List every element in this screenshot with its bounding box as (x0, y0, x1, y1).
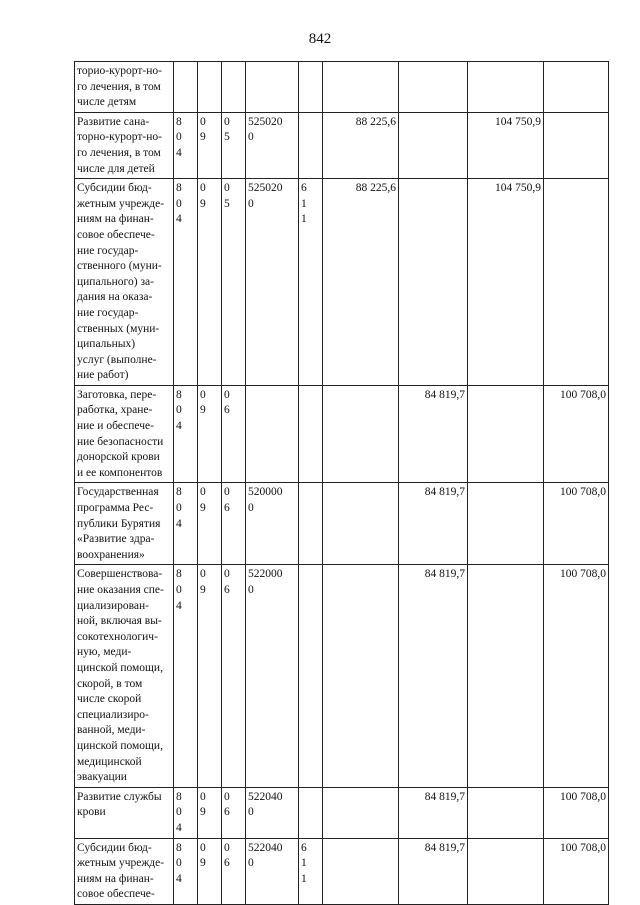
amount-col-1-cell (323, 62, 399, 113)
amount-col-2-cell: 84 819,7 (399, 565, 468, 787)
section-code-cell: 0 9 (198, 838, 222, 904)
amount-col-4-cell (544, 179, 609, 386)
target-article-cell: 520000 0 (246, 483, 299, 565)
amount-col-3-cell (468, 483, 544, 565)
section-code-cell: 0 9 (198, 787, 222, 838)
amount-col-1-cell (323, 838, 399, 904)
section-code-cell (198, 62, 222, 113)
expense-type-cell: 6 1 1 (299, 838, 323, 904)
row-name-cell: Субсидии бюд- жетным учрежде- ниям на финан- совое обеспече- ние государ- ственного (муни- ципального) за- дания на оказа- ние государ- ственных (муни- ципальных) услуг (выполне- ние работ) (75, 179, 174, 386)
amount-col-3-cell (468, 385, 544, 483)
target-article-cell: 525020 0 (246, 179, 299, 386)
section-code-cell: 0 9 (198, 385, 222, 483)
table-row (75, 565, 609, 787)
expense-type-cell (299, 483, 323, 565)
table-row (75, 787, 609, 838)
row-name-cell: Совершенствова- ние оказания спе- циализирован- ной, включая вы- сокотехнологич- ную, меди- цинской помощи, скорой, в том числе скорой специализиро- ванной, меди- цинской помощи, медицинской эвакуации (75, 565, 174, 787)
amount-col-2-cell (399, 62, 468, 113)
target-article-cell: 522000 0 (246, 565, 299, 787)
subsection-code-cell (222, 62, 246, 113)
target-article-cell: 525020 0 (246, 112, 299, 178)
table-row (75, 112, 609, 178)
amount-col-2-cell (399, 179, 468, 386)
target-article-cell: 522040 0 (246, 838, 299, 904)
amount-col-4-cell: 100 708,0 (544, 565, 609, 787)
amount-col-1-cell: 88 225,6 (323, 179, 399, 386)
table-row (75, 179, 609, 386)
budget-table (74, 61, 609, 905)
target-article-cell (246, 62, 299, 113)
amount-col-3-cell (468, 787, 544, 838)
table-row (75, 385, 609, 483)
amount-col-1-cell (323, 565, 399, 787)
gr-code-cell: 8 0 4 (174, 385, 198, 483)
page-number: 842 (308, 31, 332, 47)
amount-col-3-cell: 104 750,9 (468, 112, 544, 178)
amount-col-2-cell: 84 819,7 (399, 787, 468, 838)
row-name-cell: Развитие службы крови (75, 787, 174, 838)
expense-type-cell (299, 62, 323, 113)
table-row (75, 838, 609, 904)
amount-col-3-cell (468, 62, 544, 113)
section-code-cell: 0 9 (198, 483, 222, 565)
subsection-code-cell: 0 6 (222, 565, 246, 787)
row-name-cell: Заготовка, пере- работка, хране- ние и обеспече- ние безопасности донорской крови и ее компонентов (75, 385, 174, 483)
expense-type-cell (299, 385, 323, 483)
gr-code-cell: 8 0 4 (174, 565, 198, 787)
amount-col-4-cell: 100 708,0 (544, 385, 609, 483)
amount-col-1-cell (323, 787, 399, 838)
row-name-cell: Субсидии бюд- жетным учрежде- ниям на финан- совое обеспече- (75, 838, 174, 904)
amount-col-2-cell: 84 819,7 (399, 838, 468, 904)
table-row (75, 483, 609, 565)
row-name-cell: Развитие сана- торно-курорт-но- го лечения, в том числе для детей (75, 112, 174, 178)
subsection-code-cell: 0 5 (222, 179, 246, 386)
row-name-cell: Государственная программа Рес- публики Бурятия «Развитие здра- воохранения» (75, 483, 174, 565)
gr-code-cell: 8 0 4 (174, 179, 198, 386)
amount-col-4-cell: 100 708,0 (544, 483, 609, 565)
table-row (75, 62, 609, 113)
subsection-code-cell: 0 6 (222, 385, 246, 483)
gr-code-cell: 8 0 4 (174, 838, 198, 904)
row-name-cell: торио-курорт-но- го лечения, в том числе детям (75, 62, 174, 113)
amount-col-1-cell (323, 483, 399, 565)
target-article-cell (246, 385, 299, 483)
gr-code-cell: 8 0 4 (174, 787, 198, 838)
amount-col-1-cell: 88 225,6 (323, 112, 399, 178)
expense-type-cell: 6 1 1 (299, 179, 323, 386)
amount-col-1-cell (323, 385, 399, 483)
expense-type-cell (299, 787, 323, 838)
subsection-code-cell: 0 6 (222, 787, 246, 838)
gr-code-cell: 8 0 4 (174, 483, 198, 565)
subsection-code-cell: 0 5 (222, 112, 246, 178)
amount-col-3-cell (468, 838, 544, 904)
expense-type-cell (299, 112, 323, 178)
section-code-cell: 0 9 (198, 179, 222, 386)
subsection-code-cell: 0 6 (222, 838, 246, 904)
section-code-cell: 0 9 (198, 112, 222, 178)
amount-col-4-cell: 100 708,0 (544, 787, 609, 838)
amount-col-4-cell (544, 112, 609, 178)
amount-col-3-cell (468, 565, 544, 787)
gr-code-cell (174, 62, 198, 113)
amount-col-4-cell: 100 708,0 (544, 838, 609, 904)
target-article-cell: 522040 0 (246, 787, 299, 838)
amount-col-2-cell (399, 112, 468, 178)
expense-type-cell (299, 565, 323, 787)
gr-code-cell: 8 0 4 (174, 112, 198, 178)
amount-col-2-cell: 84 819,7 (399, 483, 468, 565)
amount-col-4-cell (544, 62, 609, 113)
amount-col-2-cell: 84 819,7 (399, 385, 468, 483)
section-code-cell: 0 9 (198, 565, 222, 787)
amount-col-3-cell: 104 750,9 (468, 179, 544, 386)
subsection-code-cell: 0 6 (222, 483, 246, 565)
